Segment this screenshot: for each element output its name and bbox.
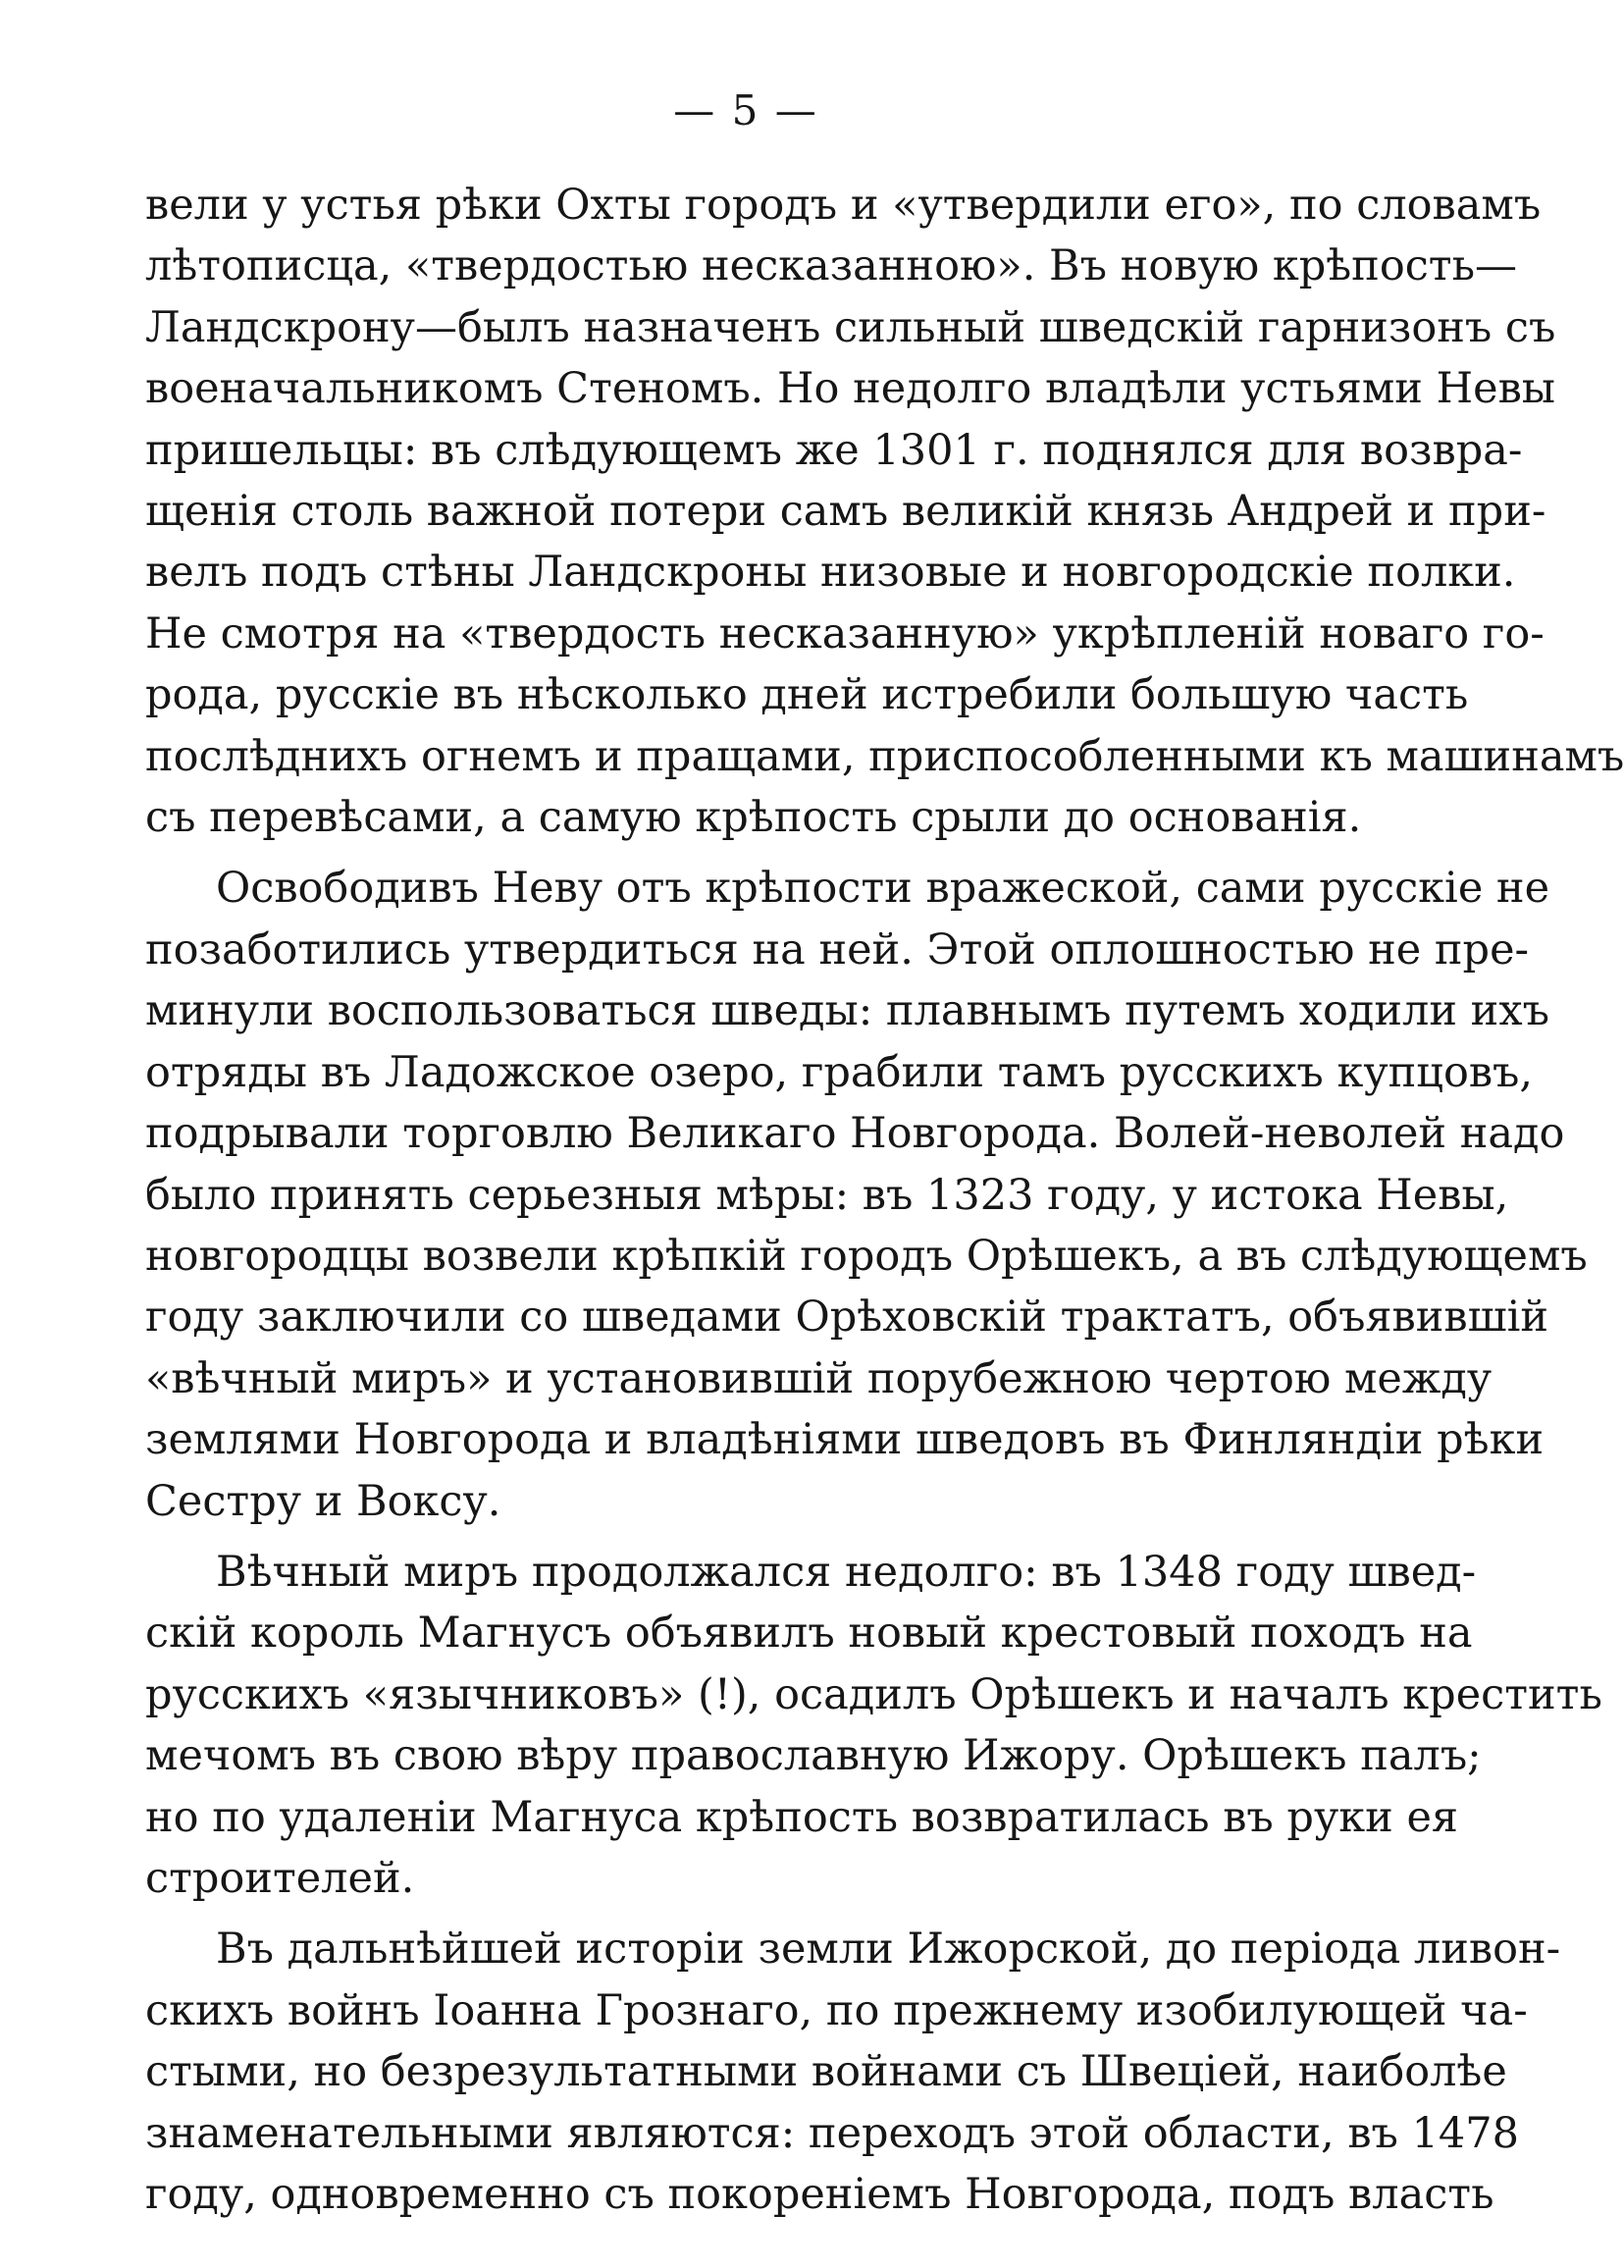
text-line: Ландскрону—былъ назначенъ сильный шведскій гарнизонъ съ — [145, 302, 1556, 352]
paragraph-2 — [145, 858, 1588, 1531]
text-line: съ перевѣсами, а самую крѣпость срыли до основанія. — [145, 793, 1362, 843]
text-line: пришельцы: въ слѣдующемъ же 1301 г. поднялся для возвра- — [145, 425, 1523, 475]
paragraph-3 — [145, 1542, 1602, 1909]
text-line: Не смотря на «твердость несказанную» укрѣпленій новаго го- — [145, 608, 1545, 659]
text-line: Въ дальнѣйшей исторіи земли Ижорской, до періода ливон- — [216, 1925, 1561, 1975]
text-line: стыми, но безрезультатными войнами съ Швеціей, наиболѣе — [145, 2047, 1507, 2097]
text-line: позаботились утвердиться на ней. Этой оплошностью не пре- — [145, 924, 1530, 975]
text-line: новгородцы возвели крѣпкій городъ Орѣшекъ, а въ слѣдующемъ — [145, 1231, 1588, 1281]
text-line: «вѣчный миръ» и установившій порубежною чертою между — [145, 1353, 1493, 1403]
body-text — [145, 175, 1624, 2225]
paragraph-1 — [145, 175, 1624, 848]
paragraph-4 — [145, 1919, 1561, 2225]
text-line: военачальникомъ Стеномъ. Но недолго владѣли устьями Невы — [145, 364, 1556, 414]
text-line: Вѣчный миръ продолжался недолго: въ 1348 году швед- — [216, 1547, 1477, 1597]
text-line: году заключили со шведами Орѣховскій трактатъ, объявившій — [145, 1292, 1549, 1343]
text-line: русскихъ «язычниковъ» (!), осадилъ Орѣшекъ и началъ крестить — [145, 1669, 1602, 1719]
text-line: землями Новгорода и владѣніями шведовъ въ Финляндіи рѣки — [145, 1415, 1545, 1465]
text-line: мечомъ въ свою вѣру православную Ижору. Орѣшекъ палъ; — [145, 1731, 1482, 1781]
text-line: рода, русскіе въ нѣсколько дней истребили большую часть — [145, 670, 1469, 720]
text-line: велъ подъ стѣны Ландскроны низовые и новгородскіе полки. — [145, 548, 1516, 598]
text-line: было принять серьезныя мѣры: въ 1323 году, у истока Невы, — [145, 1170, 1509, 1220]
text-line: знаменательными являются: переходъ этой области, въ 1478 — [145, 2108, 1519, 2158]
text-line: лѣтописца, «твердостью несказанною». Въ новую крѣпость— — [145, 241, 1518, 291]
text-line: послѣднихъ огнемъ и пращами, приспособленными къ машинамъ — [145, 731, 1624, 781]
text-line: скій король Магнусъ объявилъ новый крестовый походъ на — [145, 1609, 1473, 1659]
text-line: минули воспользоваться шведы: плавнымъ путемъ ходили ихъ — [145, 986, 1549, 1036]
text-line: щенія столь важной потери самъ великій князь Андрей и при- — [145, 487, 1546, 537]
text-line: но по удаленіи Магнуса крѣпость возвратилась въ руки ея — [145, 1792, 1459, 1842]
page-number: — 5 — — [673, 86, 818, 134]
text-line: Сестру и Воксу. — [145, 1476, 501, 1526]
text-line: строителей. — [145, 1853, 415, 1903]
text-line: Освободивъ Неву отъ крѣпости вражеской, сами русскіе не — [216, 864, 1550, 914]
text-line: скихъ войнъ Іоанна Грознаго, по прежнему изобилующей ча- — [145, 1985, 1528, 2035]
text-line: подрывали торговлю Великаго Новгорода. Волей-неволей надо — [145, 1109, 1565, 1159]
text-line: вели у устья рѣки Охты городъ и «утвердили его», по словамъ — [145, 181, 1542, 230]
text-line: отряды въ Ладожское озеро, грабили тамъ русскихъ купцовъ, — [145, 1047, 1534, 1097]
text-line: году, одновременно съ покореніемъ Новгорода, подъ власть — [145, 2170, 1494, 2219]
